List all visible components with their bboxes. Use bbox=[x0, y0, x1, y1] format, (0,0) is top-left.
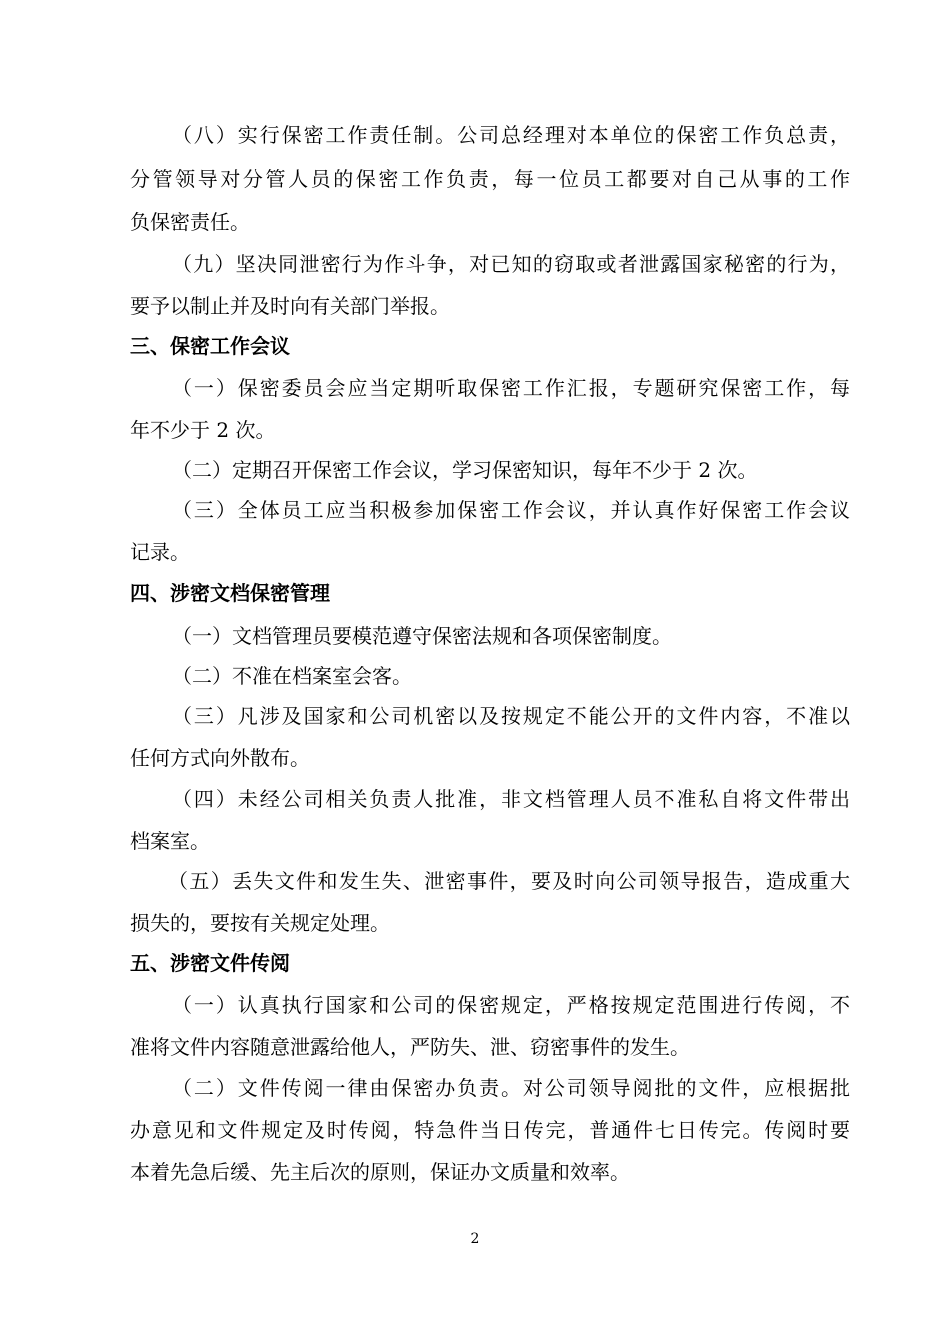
section-4-item-4-line-1: （四）未经公司相关负责人批准，非文档管理人员不准私自将文件带出 bbox=[172, 787, 850, 811]
section-3-heading: 三、保密工作会议 bbox=[130, 334, 290, 358]
section-4-item-5-line-2: 损失的，要按有关规定处理。 bbox=[130, 911, 390, 935]
section-3-item-2-line-1: （二）定期召开保密工作会议，学习保密知识，每年不少于 2 次。 bbox=[172, 458, 758, 482]
paragraph-8-line-1: （八）实行保密工作责任制。公司总经理对本单位的保密工作负总责， bbox=[172, 123, 850, 147]
page-number: 2 bbox=[470, 1231, 480, 1247]
section-5-item-2-line-2: 办意见和文件规定及时传阅，特急件当日传完，普通件七日传完。传阅时要 bbox=[130, 1118, 850, 1142]
section-5-item-1-line-2: 准将文件内容随意泄露给他人，严防失、泄、窃密事件的发生。 bbox=[130, 1035, 690, 1059]
section-3-item-3-line-2: 记录。 bbox=[130, 540, 190, 564]
paragraph-8-line-2: 分管领导对分管人员的保密工作负责，每一位员工都要对自己从事的工作 bbox=[130, 167, 850, 191]
paragraph-9-line-1: （九）坚决同泄密行为作斗争，对已知的窃取或者泄露国家秘密的行为， bbox=[172, 252, 850, 276]
section-4-item-4-line-2: 档案室。 bbox=[130, 829, 210, 853]
section-3-item-3-line-1: （三）全体员工应当积极参加保密工作会议，并认真作好保密工作会议 bbox=[172, 498, 850, 522]
section-4-heading: 四、涉密文档保密管理 bbox=[130, 581, 330, 605]
section-4-item-2-line-1: （二）不准在档案室会客。 bbox=[172, 664, 412, 688]
section-5-heading: 五、涉密文件传阅 bbox=[130, 951, 290, 975]
section-3-item-1-line-2: 年不少于 2 次。 bbox=[130, 418, 276, 442]
section-5-item-2-line-1: （二）文件传阅一律由保密办负责。对公司领导阅批的文件，应根据批 bbox=[172, 1076, 850, 1100]
section-4-item-1-line-1: （一）文档管理员要模范遵守保密法规和各项保密制度。 bbox=[172, 624, 672, 648]
section-5-item-1-line-1: （一）认真执行国家和公司的保密规定，严格按规定范围进行传阅，不 bbox=[172, 993, 850, 1017]
section-3-item-1-line-1: （一）保密委员会应当定期听取保密工作汇报，专题研究保密工作，每 bbox=[172, 376, 850, 400]
section-4-item-3-line-2: 任何方式向外散布。 bbox=[130, 746, 310, 770]
section-4-item-5-line-1: （五）丢失文件和发生失、泄密事件，要及时向公司领导报告，造成重大 bbox=[168, 869, 850, 893]
section-4-item-3-line-1: （三）凡涉及国家和公司机密以及按规定不能公开的文件内容，不准以 bbox=[172, 704, 850, 728]
section-5-item-2-line-3: 本着先急后缓、先主后次的原则，保证办文质量和效率。 bbox=[130, 1160, 630, 1184]
paragraph-9-line-2: 要予以制止并及时向有关部门举报。 bbox=[130, 294, 450, 318]
paragraph-8-line-3: 负保密责任。 bbox=[130, 210, 250, 234]
